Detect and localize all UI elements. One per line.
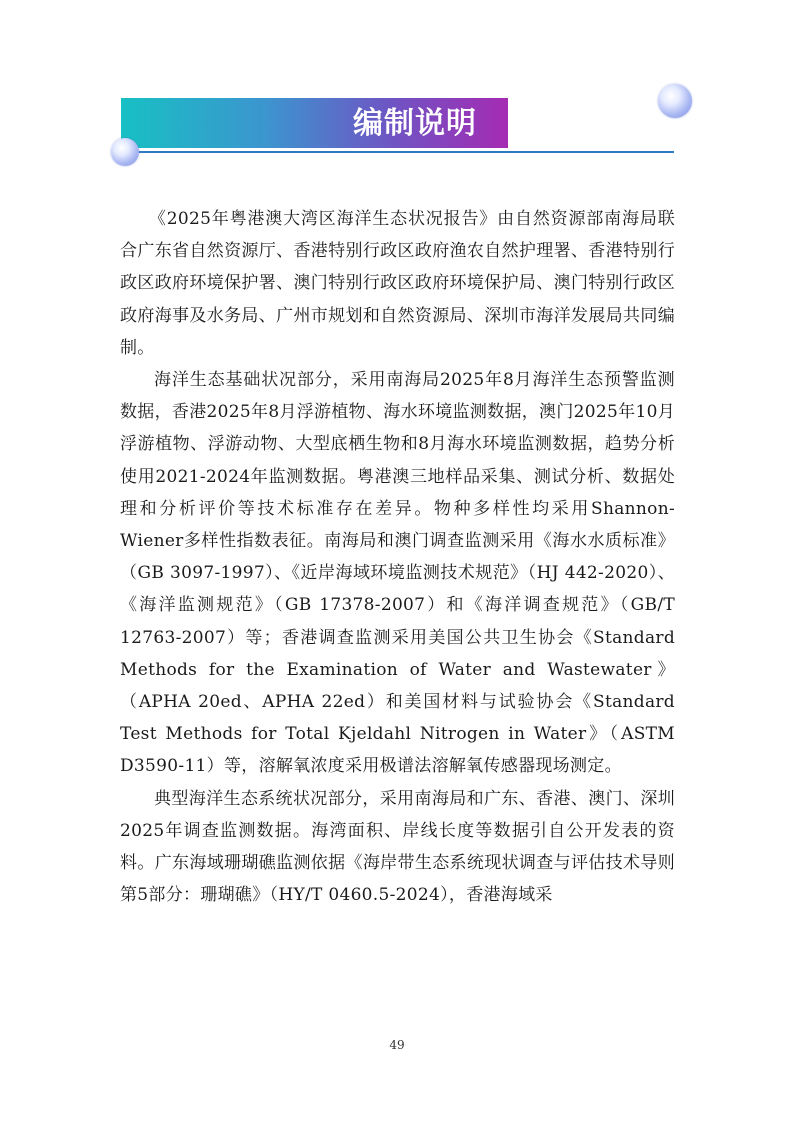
page-number: 49 (389, 1038, 405, 1052)
body-text (120, 203, 675, 911)
header-divider (121, 151, 674, 153)
paragraph: 《2025年粤港澳大湾区海洋生态状况报告》由自然资源部南海局联合广东省自然资源厅、香港特别行政区政府渔农自然护理署、香港特别行政区政府环境保护署、澳门特别行政区政府环境保护局、澳门特别行政区政府海事及水务局、广州市规划和自然资源局、深圳市海洋发展局共同编制。 (120, 209, 675, 358)
section-title: 编制说明 (353, 106, 477, 141)
paragraph: 典型海洋生态系统状况部分，采用南海局和广东、香港、澳门、深圳2025年调查监测数据。海湾面积、岸线长度等数据引自公开发表的资料。广东海域珊瑚礁监测依据《海岸带生态系统现状调查与评估技术导则 第5部分：珊瑚礁》（HY/T 0460.5-2024），香港海域采 (120, 788, 675, 906)
paragraph: 海洋生态基础状况部分，采用南海局2025年8月海洋生态预警监测数据，香港2025年8月浮游植物、海水环境监测数据，澳门2025年10月浮游植物、浮游动物、大型底栖生物和8月海水环境监测数据，趋势分析使用2021-2024年监测数据。粤港澳三地样品采集、测试分析、数据处理和分析评价等技术标准存在差异。物种多样性均采用Shannon-Wiener多样性指数表征。南海局和澳门调查监测采用《海水水质标准》（GB 3097-1997）、《近岸海域环境监测技术规范》（HJ 442-2020）、《海洋监测规范》（GB 17378-2007）和《海洋调查规范》（GB/T 12763-2007）等；香港调查监测采用美国公共卫生协会《Standard Methods for the Examination of Water and Wastewater》（APHA 20ed、APHA 22ed）和美国材料与试验协会《Standard Test Methods for Total Kjeldahl Nitrogen in Water》（ASTM D3590-11）等，溶解氧浓度采用极谱法溶解氧传感器现场测定。 (120, 370, 675, 777)
decorative-sphere-icon (658, 84, 692, 118)
decorative-sphere-icon (111, 138, 139, 166)
